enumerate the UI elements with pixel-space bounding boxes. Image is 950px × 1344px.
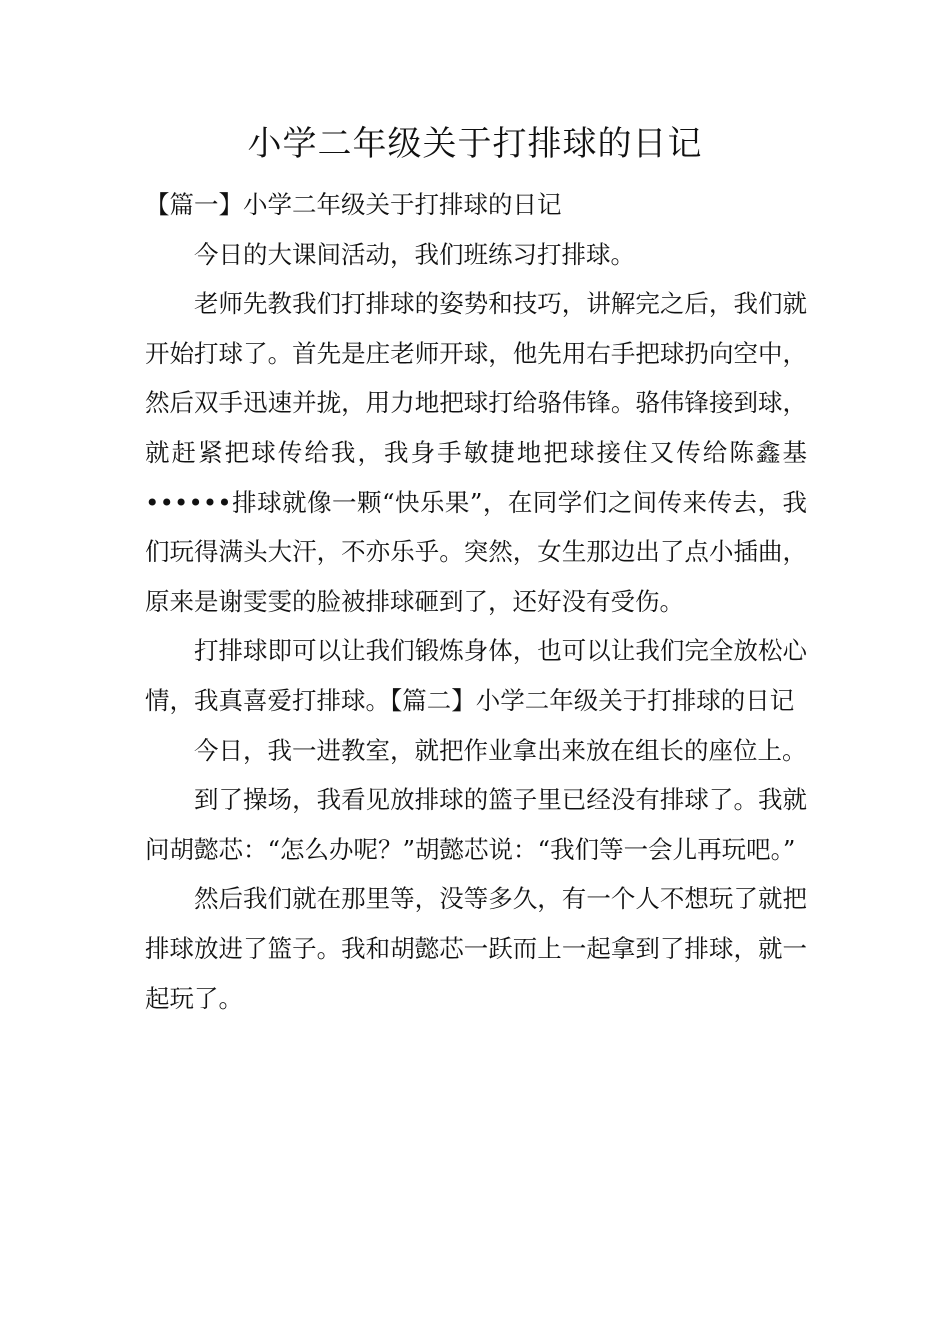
paragraph-5: 到了操场，我看见放排球的篮子里已经没有排球了。我就问胡懿芯：“怎么办呢？”胡懿芯说：“我们等一会儿再玩吧。” [145,785,807,864]
section-heading-one: 【篇一】小学二年级关于打排球的日记 [145,190,562,219]
article-body [145,180,807,1023]
paragraph-1: 今日的大课间活动，我们班练习打排球。 [194,239,635,269]
paragraph-6: 然后我们就在那里等，没等多久，有一个人不想玩了就把排球放进了篮子。我和胡懿芯一跃而上一起拿到了排球，就一起玩了。 [145,884,807,1013]
paragraph-3: 打排球即可以让我们锻炼身体，也可以让我们完全放松心情，我真喜爱打排球。【篇二】小学二年级关于打排球的日记 [145,636,807,715]
paragraph-4: 今日，我一进教室，就把作业拿出来放在组长的座位上。 [194,735,807,765]
document-title: 小学二年级关于打排球的日记 [247,124,703,164]
paragraph-2: 老师先教我们打排球的姿势和技巧，讲解完之后，我们就开始打球了。首先是庄老师开球，他先用右手把球扔向空中，然后双手迅速并拢，用力地把球打给骆伟锋。骆伟锋接到球，就赶紧把球传给我，我身手敏捷地把球接住又传给陈鑫基••••••排球就像一颗“快乐果”，在同学们之间传来传去，我们玩得满头大汗，不亦乐乎。突然，女生那边出了点小插曲，原来是谢雯雯的脸被排球砸到了，还好没有受伤。 [145,289,807,616]
